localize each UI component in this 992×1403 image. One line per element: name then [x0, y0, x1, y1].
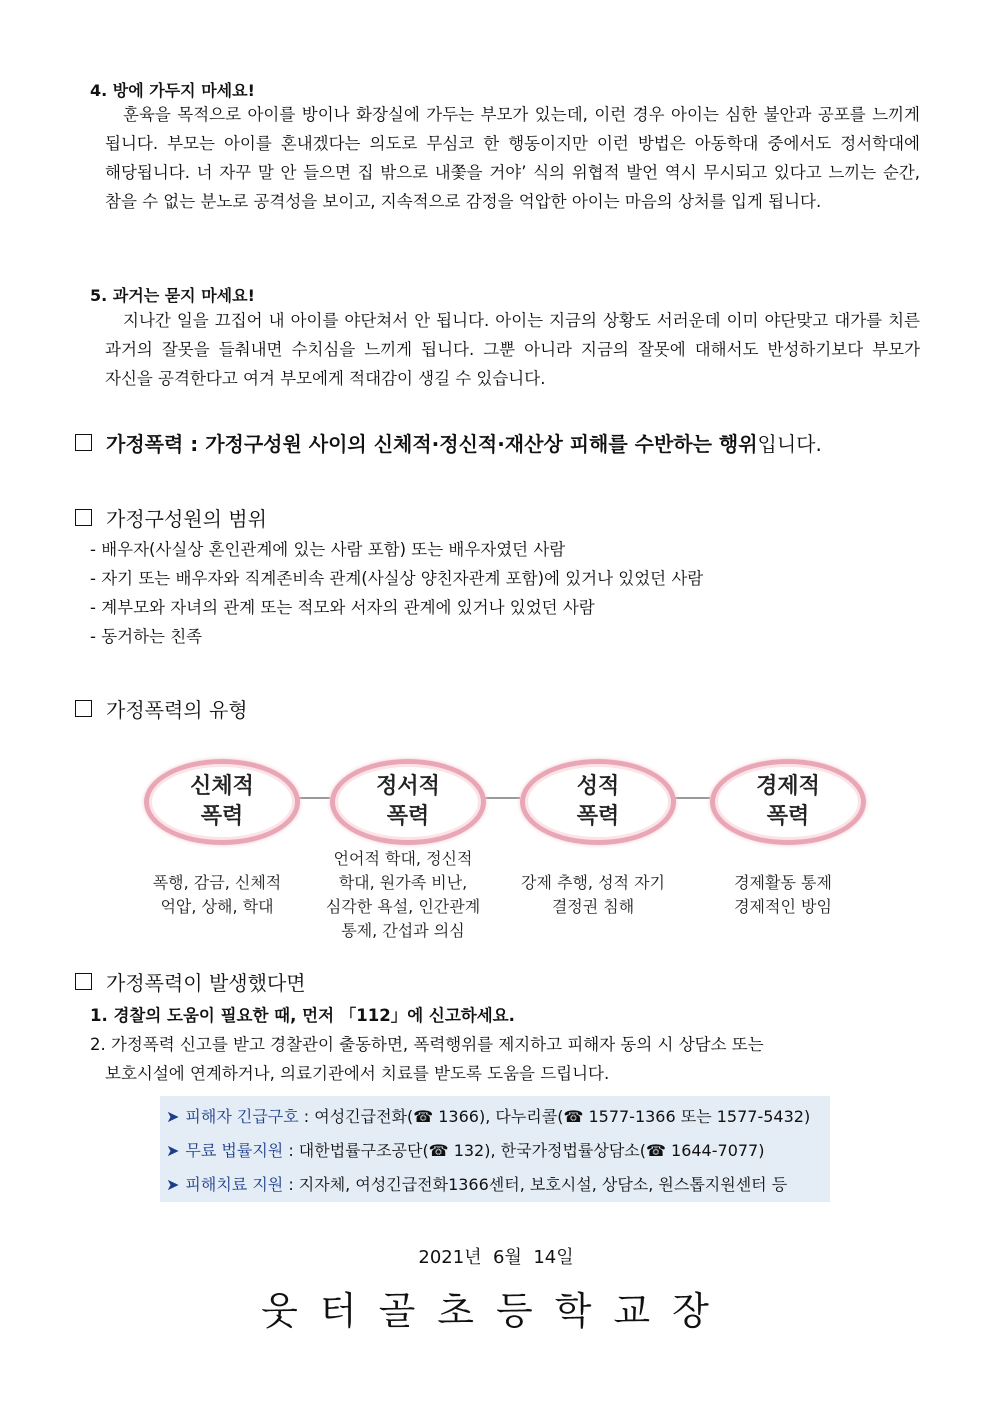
occurred-list	[90, 1001, 920, 1088]
section-5-body: 지나간 일을 끄집어 내 아이를 야단쳐서 안 됩니다. 아이는 지금의 상황도 서러운데 이미 야단맞고 대가를 치른 과거의 잘못을 들춰내면 수치심을 느끼게 됩니다. 그뿐 아니라 지금의 잘못에 대해서도 반성하기보다 부모가 자신을 공격한다고 여겨 부모에게 적대감이 생길 수 있습니다.	[105, 311, 920, 388]
desc-line: 억압, 상해, 학대	[160, 897, 274, 916]
type-label: 폭력	[386, 804, 430, 829]
desc-line: 언어적 학대, 정신적	[333, 849, 473, 868]
type-economic-desc	[688, 847, 878, 943]
support-label: 무료 법률지원	[185, 1141, 284, 1160]
types-heading	[75, 694, 248, 723]
arrow-right-icon: ➤	[166, 1175, 180, 1194]
members-list	[90, 535, 703, 651]
desc-line: 경제적인 방임	[734, 897, 832, 916]
list-item: - 동거하는 친족	[90, 622, 703, 651]
support-label: 피해치료 지원	[185, 1175, 284, 1194]
definition-tail: 입니다.	[757, 432, 822, 456]
type-label: 폭력	[766, 804, 810, 829]
type-emotional-ellipse	[330, 759, 486, 845]
section-5-heading: 5. 과거는 묻지 마세요!	[90, 286, 255, 305]
type-label: 성적	[576, 774, 620, 799]
support-row	[166, 1168, 830, 1202]
type-physical-ellipse	[144, 759, 300, 845]
checkbox-square-icon	[75, 509, 92, 526]
list-item: - 자기 또는 배우자와 직계존비속 관계(사실상 양친자관계 포함)에 있거나 있었던 사람	[90, 564, 703, 593]
occurred-heading	[75, 967, 306, 996]
checkbox-square-icon	[75, 434, 92, 451]
type-label: 신체적	[190, 774, 254, 799]
support-info-box	[160, 1096, 830, 1202]
type-label: 폭력	[200, 804, 244, 829]
members-heading-text: 가정구성원의 범위	[106, 507, 267, 531]
arrow-right-icon: ➤	[166, 1141, 180, 1160]
type-emotional-desc	[308, 847, 498, 943]
document-date: 2021년 6월 14일	[418, 1247, 574, 1268]
desc-line: 폭행, 감금, 신체적	[152, 873, 282, 892]
desc-line: 통제, 간섭과 의심	[341, 921, 465, 940]
list-item	[90, 1030, 920, 1088]
desc-line: 심각한 욕설, 인간관계	[325, 897, 481, 916]
violence-types-diagram	[140, 745, 860, 945]
type-sexual-desc	[498, 847, 688, 943]
connector-line	[480, 797, 520, 799]
checkbox-square-icon	[75, 973, 92, 990]
type-label: 정서적	[376, 774, 440, 799]
support-text: : 여성긴급전화(☎ 1366), 다누리콜(☎ 1577-1366 또는 1577-5432)	[298, 1107, 811, 1126]
type-physical-desc	[122, 847, 312, 943]
section-4-heading: 4. 방에 가두지 마세요!	[90, 81, 255, 100]
members-heading	[75, 503, 267, 532]
desc-line: 결정권 침해	[551, 897, 635, 916]
list-item-line: 보호시설에 연계하거나, 의료기관에서 치료를 받도록 도움을 드립니다.	[105, 1064, 610, 1083]
checkbox-square-icon	[75, 700, 92, 717]
type-sexual-ellipse	[520, 759, 676, 845]
type-label: 폭력	[576, 804, 620, 829]
connector-line	[670, 797, 710, 799]
type-economic-ellipse	[710, 759, 866, 845]
desc-line: 학대, 원가족 비난,	[338, 873, 468, 892]
school-principal-signature: 웃터골초등학교장	[261, 1289, 731, 1333]
definition-heading	[75, 428, 822, 457]
support-label: 피해자 긴급구호	[185, 1107, 299, 1126]
desc-line: 강제 추행, 성적 자기	[521, 873, 665, 892]
type-label: 경제적	[756, 774, 820, 799]
support-text: : 지자체, 여성긴급전화1366센터, 보호시설, 상담소, 원스톱지원센터 등	[283, 1175, 788, 1194]
list-item: - 배우자(사실상 혼인관계에 있는 사람 포함) 또는 배우자였던 사람	[90, 535, 703, 564]
types-heading-text: 가정폭력의 유형	[106, 698, 248, 722]
support-row	[166, 1100, 830, 1134]
list-item-line: 2. 가정폭력 신고를 받고 경찰관이 출동하면, 폭력행위를 제지하고 피해자 동의 시 상담소 또는	[90, 1035, 764, 1054]
occurred-heading-text: 가정폭력이 발생했다면	[106, 971, 306, 995]
support-text: : 대한법률구조공단(☎ 132), 한국가정법률상담소(☎ 1644-7077)	[283, 1141, 765, 1160]
list-item: - 계부모와 자녀의 관계 또는 적모와 서자의 관계에 있거나 있었던 사람	[90, 593, 703, 622]
section-4-body: 훈육을 목적으로 아이를 방이나 화장실에 가두는 부모가 있는데, 이런 경우 아이는 심한 불안과 공포를 느끼게 됩니다. 부모는 아이를 혼내겠다는 의도로 무심코 한 행동이지만 이런 방법은 아동학대 중에서도 정서학대에 해당됩니다. 너 자꾸 말 안 들으면 집 밖으로 내쫓을 거야’ 식의 위협적 발언 역시 무시되고 있다고 느끼는 순간, 참을 수 없는 분노로 공격성을 보이고, 지속적으로 감정을 억압한 아이는 마음의 상처를 입게 됩니다.	[105, 105, 920, 211]
support-row	[166, 1134, 830, 1168]
list-item: 1. 경찰의 도움이 필요한 때, 먼저 「112」에 신고하세요.	[90, 1006, 515, 1025]
arrow-right-icon: ➤	[166, 1107, 180, 1126]
definition-bold: 가정폭력 : 가정구성원 사이의 신체적·정신적·재산상 피해를 수반하는 행위	[106, 432, 758, 456]
desc-line: 경제활동 통제	[734, 873, 832, 892]
